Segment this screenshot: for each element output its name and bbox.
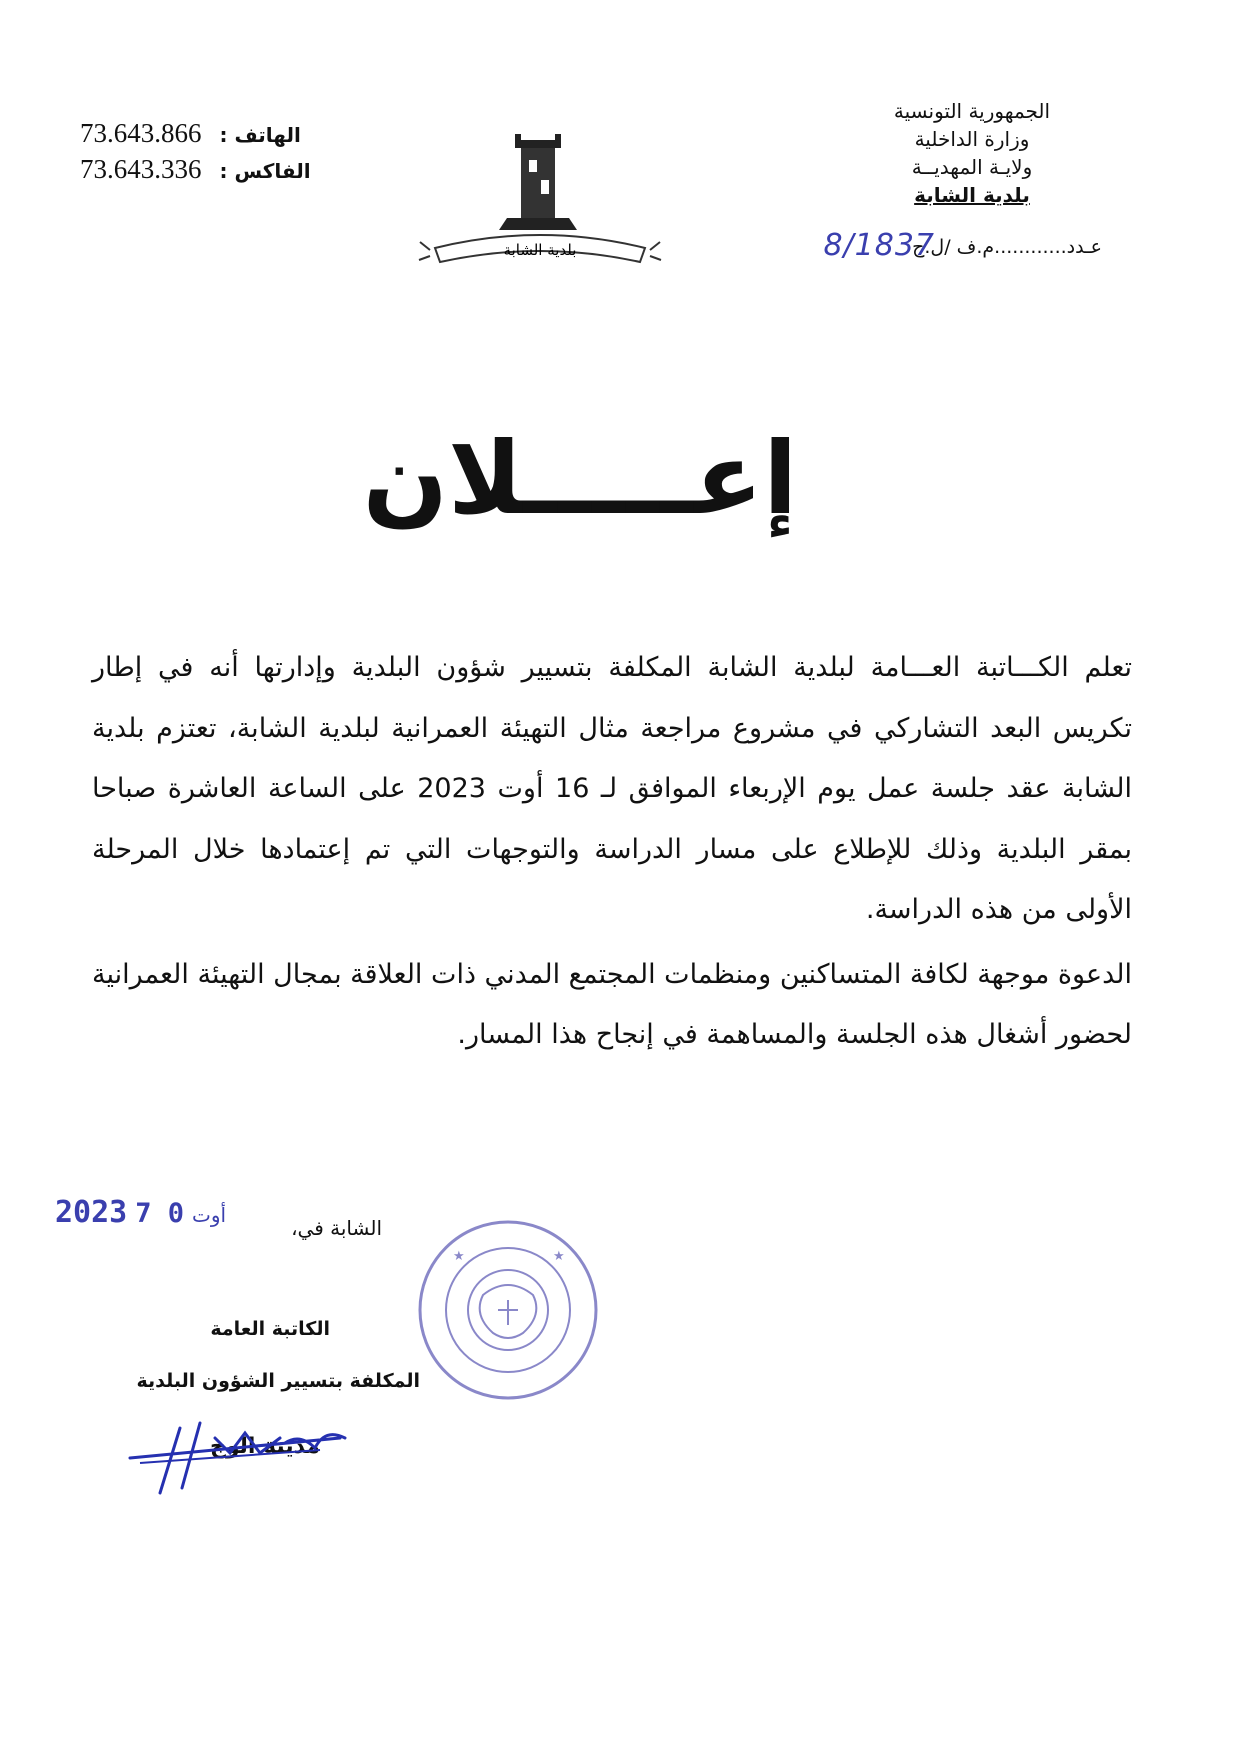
municipality-logo [415,130,665,280]
body-paragraph-2: الدعوة موجهة لكافة المتساكنين ومنظمات المجتمع المدني ذات العلاقة بمجال التهيئة العمرانية لحضور أشغال هذه الجلسة والمساهمة في إنجاح هذا المسار. [92,958,1132,1050]
reference-label: عـدد............م.ف /ل.ح [912,236,1102,258]
logo-text: بلدية الشابة [503,241,577,259]
svg-text:★: ★ [553,1249,565,1264]
ministry-line: وزارة الداخلية [914,127,1030,151]
fax-row [80,152,340,188]
date-year: 2023 [55,1195,128,1230]
handwritten-signature [120,1398,360,1498]
phone-row [80,116,340,152]
announcement-body [92,638,1132,1066]
municipality-line: بلدية الشابة [914,183,1030,207]
contact-block [80,116,340,188]
place-label: الشابة في، [291,1216,382,1240]
official-seal [413,1215,603,1405]
date-month: أوت [192,1203,227,1227]
svg-text:★: ★ [453,1249,465,1264]
date-stamp [55,1195,234,1230]
governorate-line: ولايـة المهديــة [911,155,1033,179]
reference-number: 8/1837 [823,228,935,263]
announcement-title: إعـــــلان [362,420,798,537]
signatory-title-line2: المكلفة بتسيير الشؤون البلدية [136,1370,420,1392]
signatory-name: مدينة الوج [209,1434,320,1459]
signatory-title-line1: الكاتبة العامة [210,1318,330,1340]
phone-label: الهاتف : [219,123,301,147]
phone-number: 73.643.866 [80,118,202,148]
fax-number: 73.643.336 [80,154,202,184]
republic-line: الجمهورية التونسية [893,99,1051,123]
issuer-header [842,97,1102,209]
date-day: 0 7 [135,1198,185,1229]
body-paragraph-1: تعلم الكـــاتبة العـــامة لبلدية الشابة المكلفة بتسيير شؤون البلدية وإدارتها أنه في إطار تكريس البعد التشاركي في مشروع مراجعة مثال التهيئة العمرانية لبلدية الشابة، تعتزم بلدية الشابة عقد جلسة عمل يوم الإربعاء الموافق لـ 16 أوت 2023 على الساعة العاشرة صباحا بمقر البلدية وذلك للإطلاع على مسار الدراسة والتوجهات التي تم إعتمادها خلال المرحلة الأولى من هذه الدراسة. [92,652,1133,925]
fax-label: الفاكس : [219,159,311,183]
